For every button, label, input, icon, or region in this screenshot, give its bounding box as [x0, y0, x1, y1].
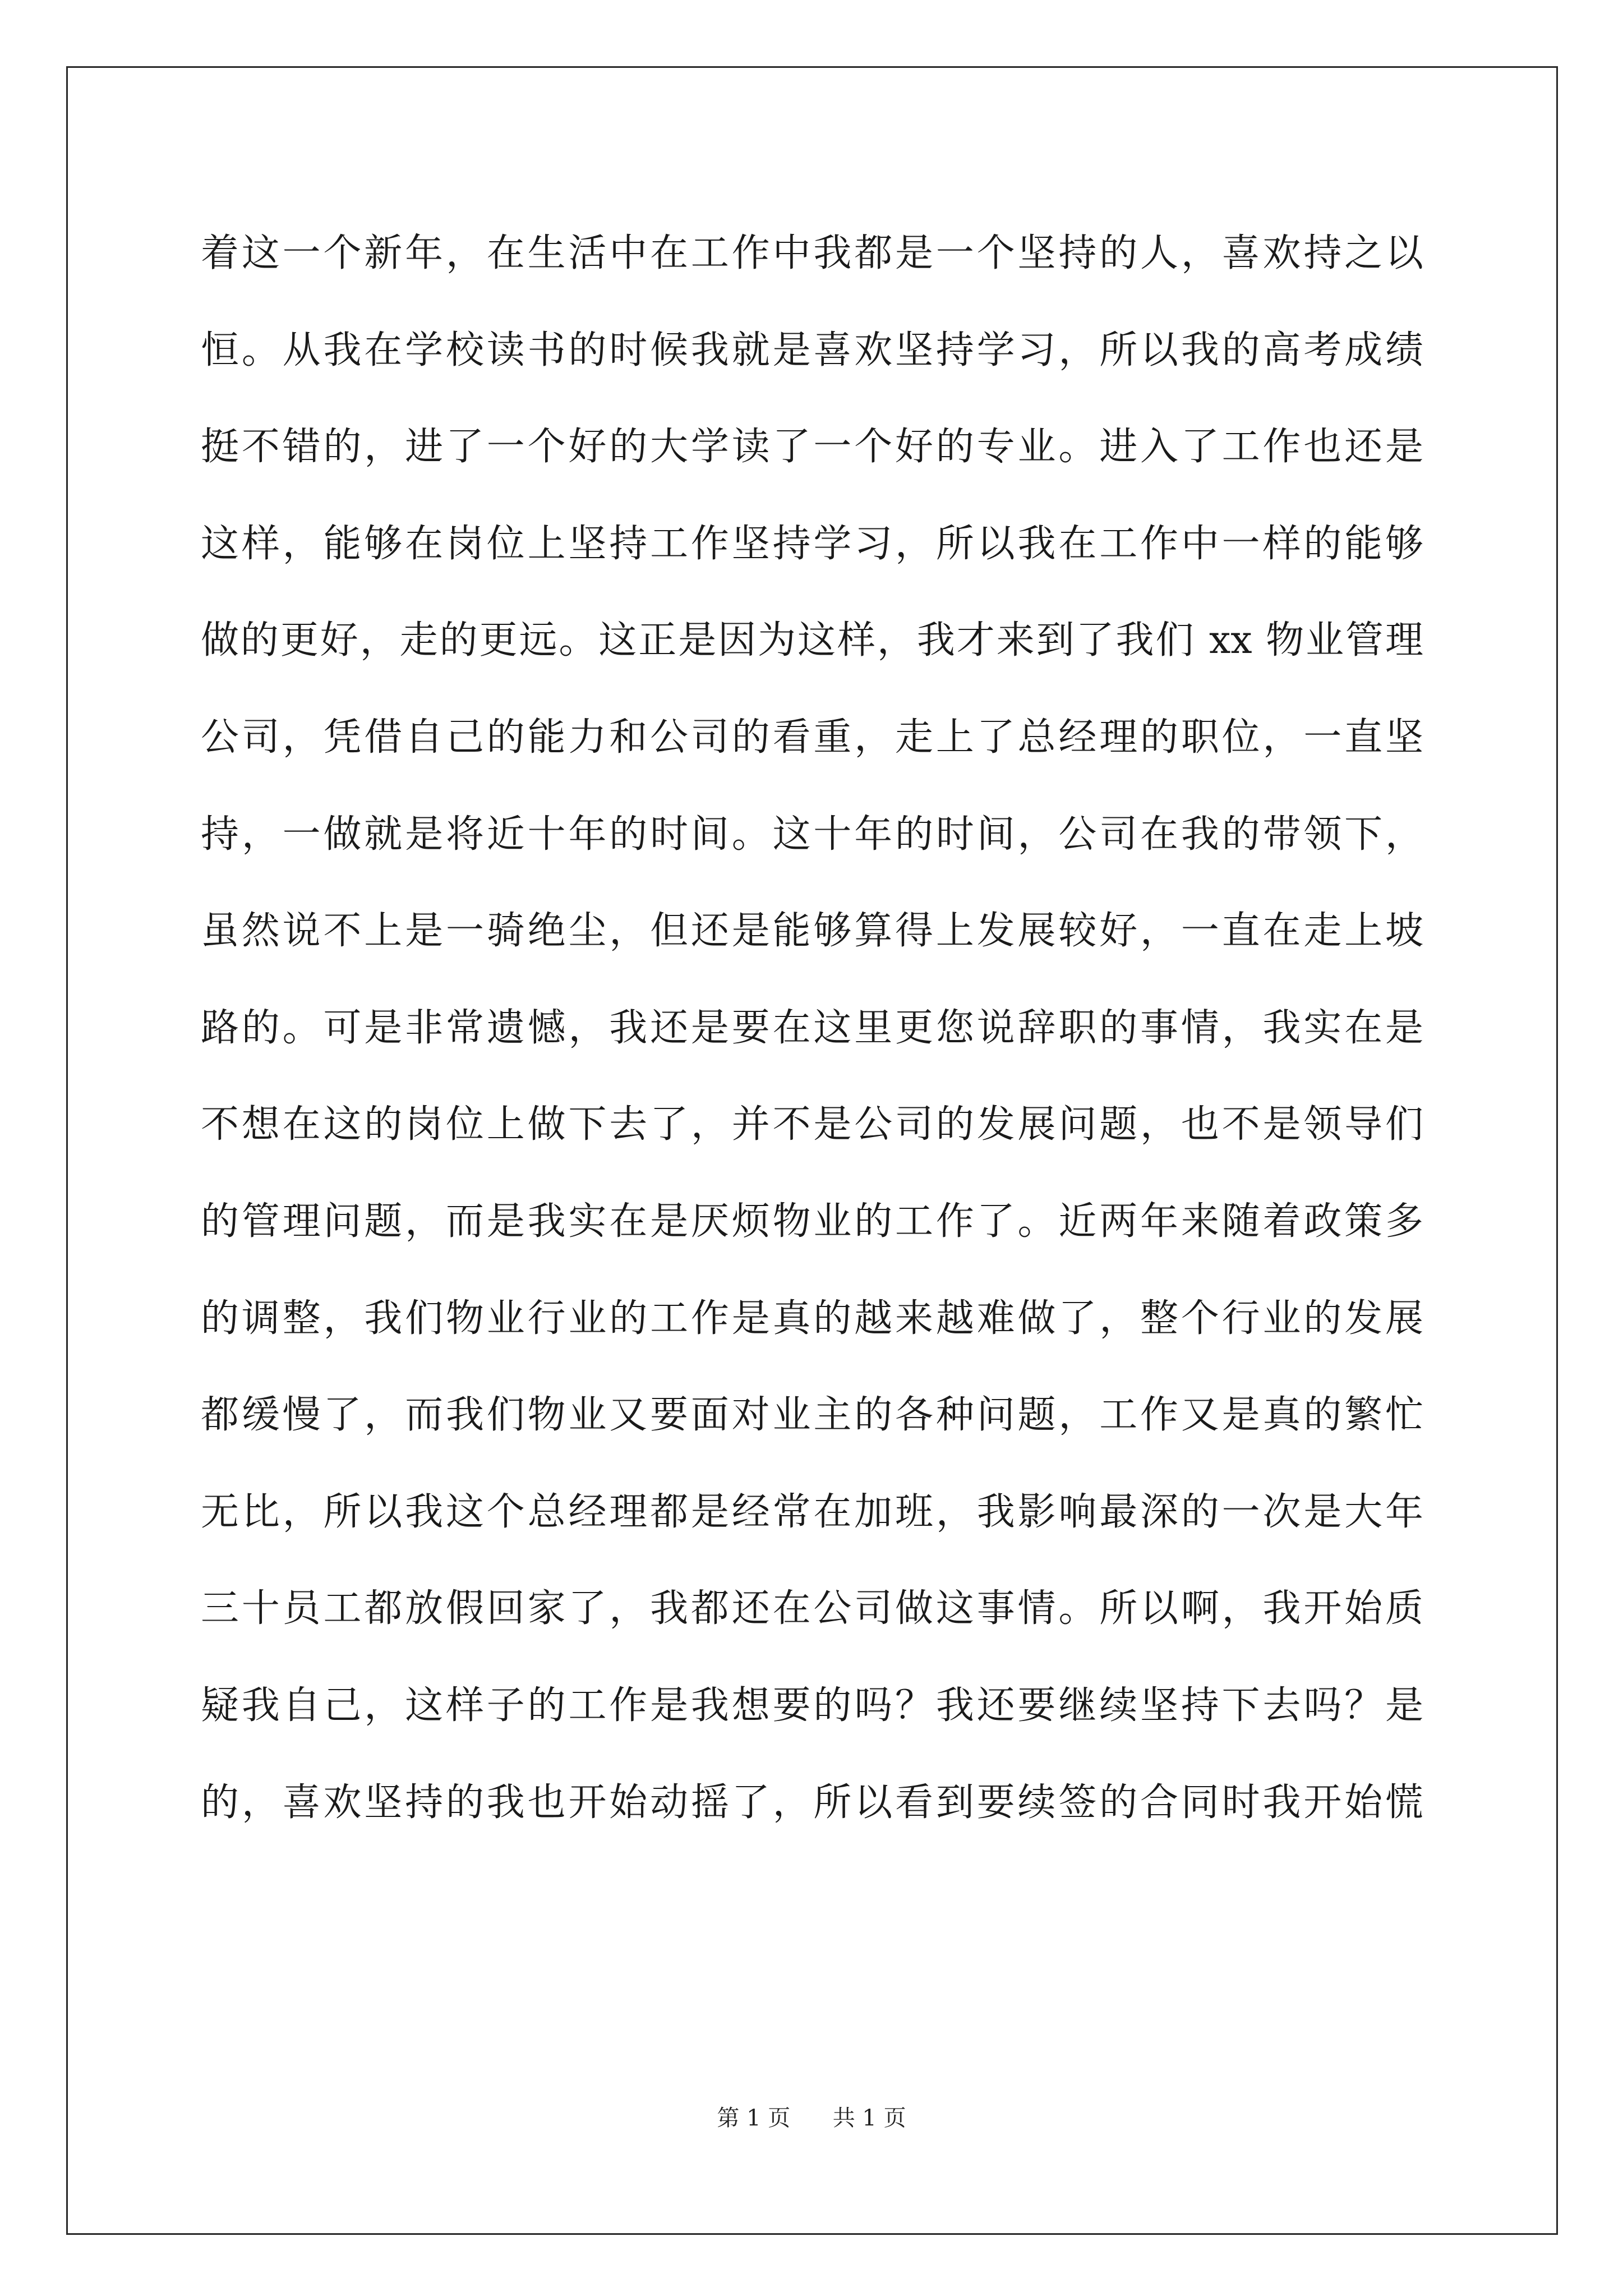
page-number: 第 1 页 — [717, 2105, 791, 2131]
text-line: 虽然说不上是一骑绝尘，但还是能够算得上发展较好，一直在走上坡 — [201, 909, 1423, 954]
text-line: 恒。从我在学校读书的时候我就是喜欢坚持学习，所以我的高考成绩 — [201, 328, 1423, 372]
text-line: 不想在这的岗位上做下去了，并不是公司的发展问题，也不是领导们 — [201, 1102, 1423, 1147]
text-line: 的，喜欢坚持的我也开始动摇了，所以看到要续签的合同时我开始慌 — [201, 1780, 1423, 1825]
text-line: 无比，所以我这个总经理都是经常在加班，我影响最深的一次是大年 — [201, 1489, 1423, 1534]
text-line: 路的。可是非常遗憾，我还是要在这里更您说辞职的事情，我实在是 — [201, 1005, 1423, 1050]
body-text — [201, 220, 1423, 1866]
text-line: 都缓慢了，而我们物业又要面对业主的各种问题，工作又是真的繁忙 — [201, 1393, 1423, 1438]
page-footer — [0, 2105, 1623, 2132]
text-line: 着这一个新年，在生活中在工作中我都是一个坚持的人，喜欢持之以 — [201, 231, 1423, 275]
text-line: 的管理问题，而是我实在是厌烦物业的工作了。近两年来随着政策多 — [201, 1199, 1423, 1244]
text-line: 公司，凭借自己的能力和公司的看重，走上了总经理的职位，一直坚 — [201, 715, 1423, 760]
total-pages: 共 1 页 — [832, 2105, 906, 2131]
text-line: 这样，能够在岗位上坚持工作坚持学习，所以我在工作中一样的能够 — [201, 521, 1423, 566]
text-line: 持，一做就是将近十年的时间。这十年的时间，公司在我的带领下， — [201, 812, 1423, 857]
text-line: 疑我自己，这样子的工作是我想要的吗？我还要继续坚持下去吗？是 — [201, 1683, 1423, 1728]
text-line: 挺不错的，进了一个好的大学读了一个好的专业。进入了工作也还是 — [201, 425, 1423, 470]
text-line: 做的更好，走的更远。这正是因为这样，我才来到了我们 xx 物业管理 — [201, 618, 1423, 663]
text-line: 的调整，我们物业行业的工作是真的越来越难做了，整个行业的发展 — [201, 1296, 1423, 1341]
text-line: 三十员工都放假回家了，我都还在公司做这事情。所以啊，我开始质 — [201, 1586, 1423, 1631]
